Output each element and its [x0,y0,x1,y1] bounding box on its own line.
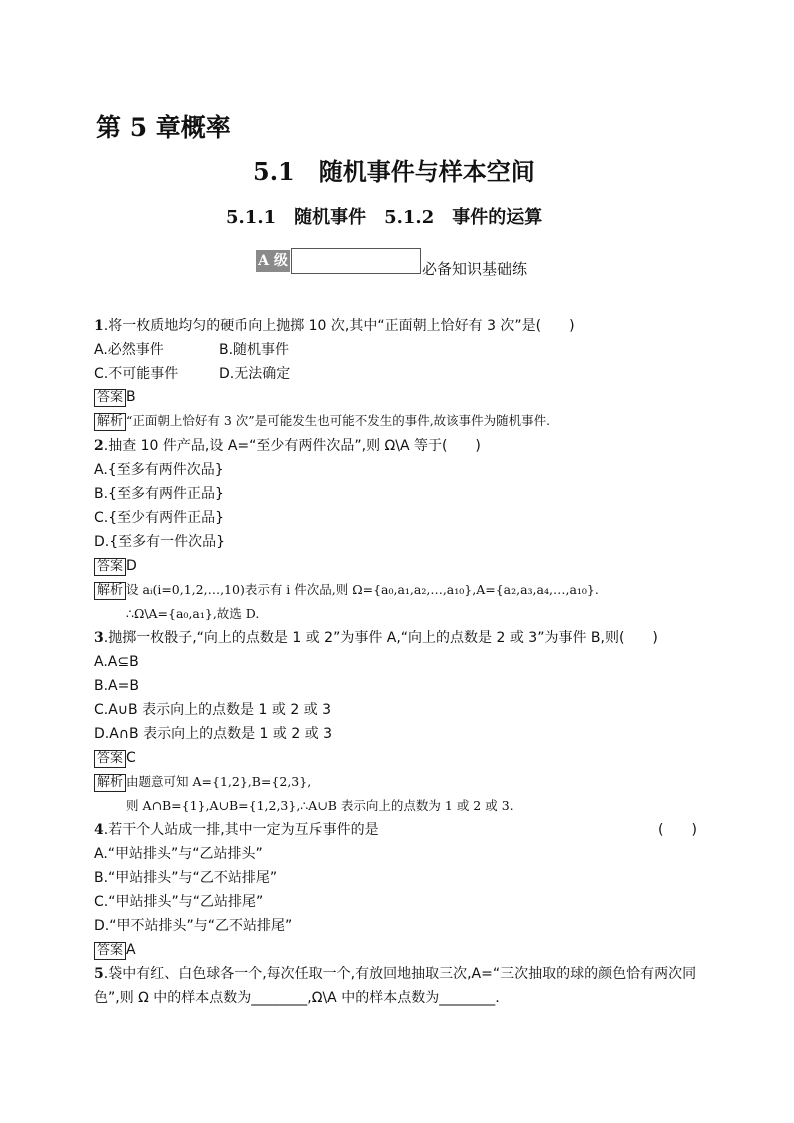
question-2-stem: 2.抽查 10 件产品,设 A=“至少有两件次品”,则 Ω\A 等于( ) [94,438,481,454]
question-2-option-d: D.{至多有一件次品} [94,534,226,550]
answer-label: 答案 [94,942,126,960]
question-1-option-c: C.不可能事件 [94,366,179,382]
question-2-answer: 答案 D [94,557,137,576]
section-title: 5.1 随机事件与样本空间 [253,157,535,186]
question-3-option-b: B.A=B [94,678,139,694]
question-5-stem-line-1: 5.袋中有红、白色球各一个,每次任取一个,有放回地抽取三次,A=“三次抽取的球的颜色恰有两次同 [94,966,697,982]
question-2-option-c: C.{至少有两件正品} [94,510,225,526]
question-1-answer: 答案 B [94,388,136,407]
level-label: 必备知识基础练 [422,260,528,278]
question-2-option-a: A.{至多有两件次品} [94,462,224,478]
question-4-stem: 4.若干个人站成一排,其中一定为互斥事件的是 [94,822,379,838]
question-3-option-c: C.A∪B 表示向上的点数是 1 或 2 或 3 [94,702,332,718]
question-4-answer-paren: ( ) [658,822,697,838]
answer-label: 答案 [94,389,126,407]
question-3-option-d: D.A∩B 表示向上的点数是 1 或 2 或 3 [94,726,333,742]
chapter-title: 第 5 章概率 [96,113,231,142]
level-box [291,248,421,274]
question-1-option-a: A.必然事件 [94,342,164,358]
explain-label: 解析 [94,582,126,600]
question-3-stem: 3.抛掷一枚骰子,“向上的点数是 1 或 2”为事件 A,“向上的点数是 2 或 3”为事件 B,则( ) [94,630,658,646]
question-2-explanation-line-1: 解析 设 aᵢ(i=0,1,2,…,10)表示有 i 件次品,则 Ω={a₀,a₁,a₂,…,a₁₀},A={a₂,a₃,a₄,…,a₁₀}. [94,581,599,600]
answer-label: 答案 [94,558,126,576]
question-4-option-b: B.“甲站排头”与“乙不站排尾” [94,870,278,886]
explain-label: 解析 [94,774,126,792]
question-4-answer: 答案 A [94,941,136,960]
level-badge: A 级 [256,250,290,272]
question-2-option-b: B.{至多有两件正品} [94,486,224,502]
question-4-option-c: C.“甲站排头”与“乙站排尾” [94,894,264,910]
question-1-option-d: D.无法确定 [219,366,291,382]
question-1-explanation: 解析 “正面朝上恰好有 3 次”是可能发生也可能不发生的事件,故该事件为随机事件. [94,412,550,431]
question-1-stem: 1.将一枚质地均匀的硬币向上抛掷 10 次,其中“正面朝上恰好有 3 次”是( ) [94,318,575,334]
explain-label: 解析 [94,413,126,431]
question-3-option-a: A.A⊆B [94,654,139,670]
answer-label: 答案 [94,750,126,768]
question-3-answer: 答案 C [94,749,136,768]
question-1-option-b: B.随机事件 [219,342,290,358]
question-5-stem-line-2: 色”,则 Ω 中的样本点数为________,Ω\A 中的样本点数为________. [94,990,500,1006]
question-4-option-a: A.“甲站排头”与“乙站排头” [94,846,263,862]
question-2-explanation-line-2: ∴Ω\A={a₀,a₁},故选 D. [126,606,260,621]
question-3-explanation-line-1: 解析 由题意可知 A={1,2},B={2,3}, [94,773,311,792]
question-4-option-d: D.“甲不站排头”与“乙不站排尾” [94,918,293,934]
subsection-title: 5.1.1 随机事件 5.1.2 事件的运算 [226,207,543,228]
question-3-explanation-line-2: 则 A∩B={1},A∪B={1,2,3},∴A∪B 表示向上的点数为 1 或 2 或 3. [126,798,514,813]
